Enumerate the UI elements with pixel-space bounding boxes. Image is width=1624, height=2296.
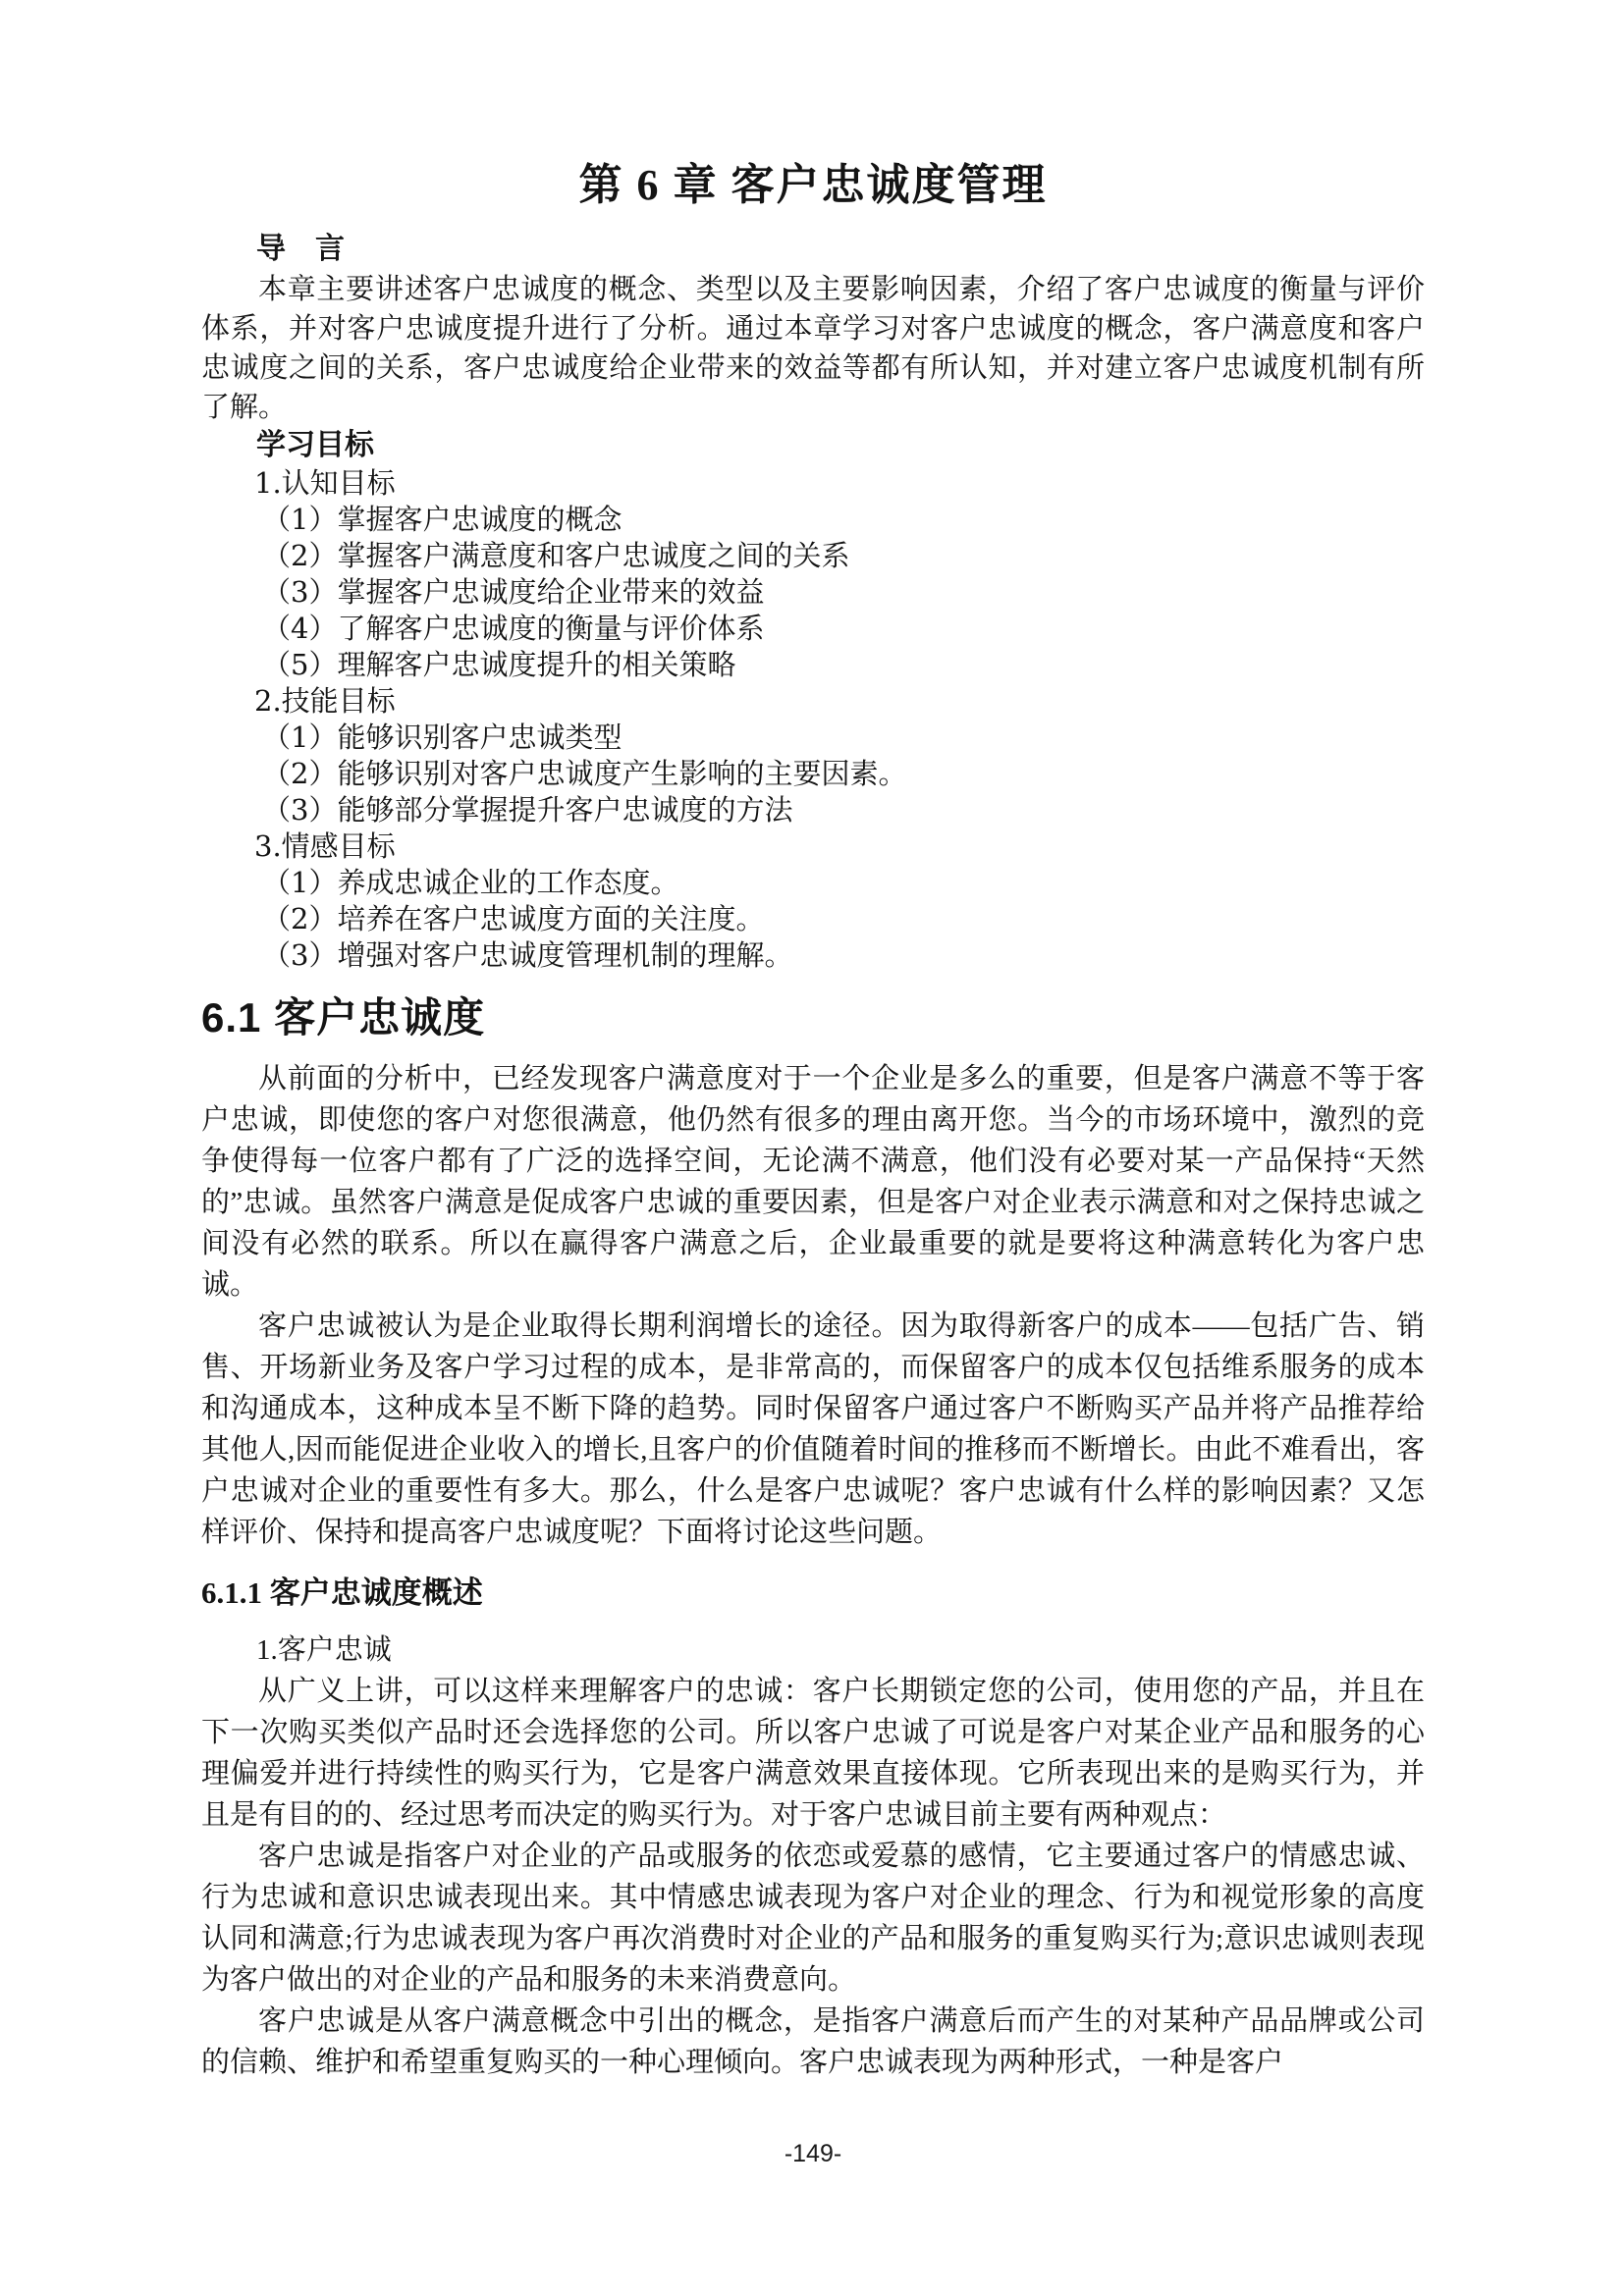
objective-item: （2）能够识别对客户忠诚度产生影响的主要因素。	[262, 757, 907, 790]
objectives-heading: 学习目标	[256, 428, 374, 462]
subsection-title: 客户忠诚度概述	[269, 1575, 483, 1610]
intro-paragraph: 本章主要讲述客户忠诚度的概念、类型以及主要影响因素，介绍了客户忠诚度的衡量与评价体系，并对客户忠诚度提升进行了分析。通过本章学习对客户忠诚度的概念，客户满意度和客户忠诚度之间的关系，客户忠诚度给企业带来的效益等都有所认知，并对建立客户忠诚度机制有所了解。	[201, 272, 1425, 423]
front-matter	[201, 230, 1425, 974]
objective-group-title: 3.情感目标	[254, 829, 396, 863]
section-number: 6.1	[201, 994, 262, 1041]
section-paragraph: 从前面的分析中，已经发现客户满意度对于一个企业是多么的重要，但是客户满意不等于客户忠诚，即使您的客户对您很满意，他仍然有很多的理由离开您。当今的市场环境中，激烈的竞争使得每一位客户都有了广泛的选择空间，无论满不满意，他们没有必要对某一产品保持“天然的”忠诚。虽然客户满意是促成客户忠诚的重要因素，但是客户对企业表示满意和对之保持忠诚之间没有必然的联系。所以在赢得客户满意之后，企业最重要的就是要将这种满意转化为客户忠诚。	[201, 1063, 1425, 1301]
objective-item: （4）了解客户忠诚度的衡量与评价体系	[262, 612, 765, 645]
numbered-item-title: 1.客户忠诚	[256, 1634, 392, 1666]
objective-item: （3）增强对客户忠诚度管理机制的理解。	[262, 938, 793, 972]
intro-heading: 导 言	[256, 232, 345, 266]
subsection-number: 6.1.1	[201, 1575, 262, 1610]
objective-item: （2）培养在客户忠诚度方面的关注度。	[262, 902, 765, 935]
subsection-6-1-1-heading	[201, 1573, 1425, 1614]
objective-group-skill	[201, 683, 1425, 828]
section-paragraph: 客户忠诚被认为是企业取得长期利润增长的途径。因为取得新客户的成本——包括广告、销售、开场新业务及客户学习过程的成本，是非常高的，而保留客户的成本仅包括维系服务的成本和沟通成本，这种成本呈不断下降的趋势。同时保留客户通过客户不断购买产品并将产品推荐给其他人,因而能促进企业收入的增长,且客户的价值随着时间的推移而不断增长。由此不难看出，客户忠诚对企业的重要性有多大。那么，什么是客户忠诚呢？客户忠诚有什么样的影响因素？又怎样评价、保持和提高客户忠诚度呢？下面将讨论这些问题。	[201, 1310, 1425, 1548]
objective-item: （1）掌握客户忠诚度的概念	[262, 503, 623, 536]
subsection-paragraph: 从广义上讲，可以这样来理解客户的忠诚：客户长期锁定您的公司，使用您的产品，并且在下一次购买类似产品时还会选择您的公司。所以客户忠诚了可说是客户对某企业产品和服务的心理偏爱并进行持续性的购买行为，它是客户满意效果直接体现。它所表现出来的是购买行为，并且是有目的的、经过思考而决定的购买行为。对于客户忠诚目前主要有两种观点：	[201, 1676, 1425, 1831]
objective-group-cognitive	[201, 465, 1425, 683]
subsection-paragraph: 客户忠诚是从客户满意概念中引出的概念，是指客户满意后而产生的对某种产品品牌或公司的信赖、维护和希望重复购买的一种心理倾向。客户忠诚表现为两种形式，一种是客户	[201, 2005, 1425, 2078]
objective-item: （3）掌握客户忠诚度给企业带来的效益	[262, 575, 765, 609]
objective-item: （3）能够部分掌握提升客户忠诚度的方法	[262, 793, 793, 827]
objective-item: （2）掌握客户满意度和客户忠诚度之间的关系	[262, 539, 850, 572]
objective-group-affective	[201, 828, 1425, 974]
chapter-title: 第 6 章 客户忠诚度管理	[578, 161, 1048, 209]
subsection-paragraph: 客户忠诚是指客户对企业的产品或服务的依恋或爱慕的感情，它主要通过客户的情感忠诚、行为忠诚和意识忠诚表现出来。其中情感忠诚表现为客户对企业的理念、行为和视觉形象的高度认同和满意;行为忠诚表现为客户再次消费时对企业的产品和服务的重复购买行为;意识忠诚则表现为客户做出的对企业的产品和服务的未来消费意向。	[201, 1841, 1425, 1996]
objective-item: （5）理解客户忠诚度提升的相关策略	[262, 648, 736, 681]
objective-group-title: 2.技能目标	[254, 684, 396, 718]
section-6-1-heading	[201, 991, 1425, 1044]
objective-group-title: 1.认知目标	[254, 466, 396, 500]
page-number: -149-	[784, 2140, 842, 2167]
objective-item: （1）养成忠诚企业的工作态度。	[262, 866, 679, 899]
section-title: 客户忠诚度	[274, 994, 486, 1041]
page-content	[201, 0, 1425, 2083]
objective-item: （1）能够识别客户忠诚类型	[262, 721, 623, 754]
